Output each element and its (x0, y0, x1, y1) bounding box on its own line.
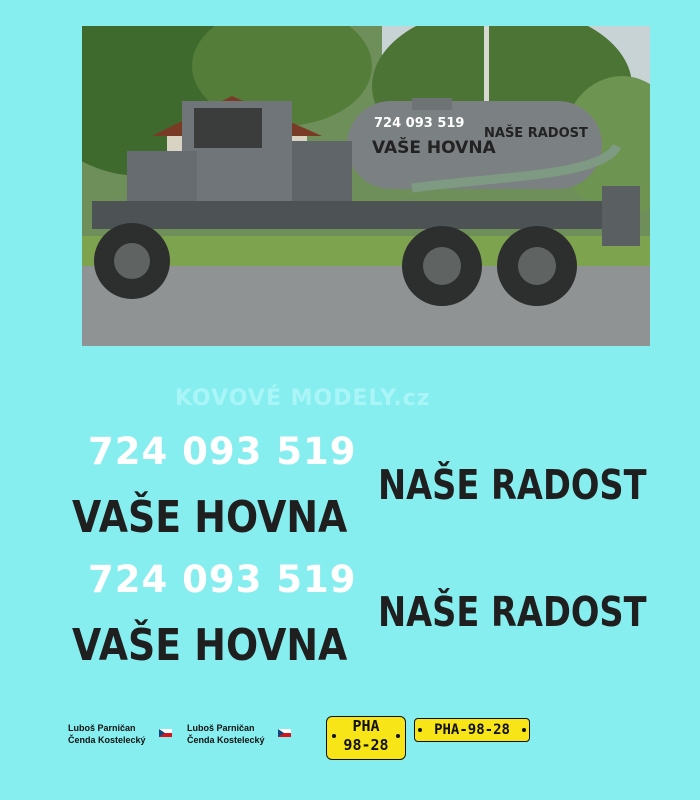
plate-line-2: 98-28 (343, 736, 389, 754)
truck-photo (82, 26, 650, 346)
watermark-text: KOVOVÉ MODELY.cz (175, 386, 431, 411)
tank-left-slogan: VAŠE HOVNA (372, 138, 496, 158)
phone-number-1: 724 093 519 (88, 430, 357, 473)
credit-block-1 (68, 722, 146, 746)
plate-rivet (396, 734, 400, 738)
credit-name-2: Čenda Kostelecký (187, 735, 265, 745)
plate-rivet (332, 734, 336, 738)
plate-text: PHA-98-28 (434, 722, 510, 738)
tank-right-slogan: NAŠE RADOST (484, 126, 588, 141)
slogan-vase-hovna-1: VAŠE HOVNA (72, 492, 348, 543)
plate-rivet (522, 728, 526, 732)
license-plate-long (414, 718, 530, 742)
czech-flag-icon (278, 729, 291, 737)
slogan-nase-radost-2: NAŠE RADOST (378, 588, 647, 636)
plate-line-1: PHA (352, 717, 380, 735)
plate-rivet (418, 728, 422, 732)
tank-phone-text: 724 093 519 (374, 116, 465, 131)
phone-number-2: 724 093 519 (88, 558, 357, 601)
credit-block-2 (187, 722, 265, 746)
credit-name-1: Luboš Parničan (187, 723, 255, 733)
credit-name-1: Luboš Parničan (68, 723, 136, 733)
license-plate-square (326, 716, 406, 760)
slogan-nase-radost-1: NAŠE RADOST (378, 461, 647, 509)
credit-name-2: Čenda Kostelecký (68, 735, 146, 745)
slogan-vase-hovna-2: VAŠE HOVNA (72, 620, 348, 671)
czech-flag-icon (159, 729, 172, 737)
